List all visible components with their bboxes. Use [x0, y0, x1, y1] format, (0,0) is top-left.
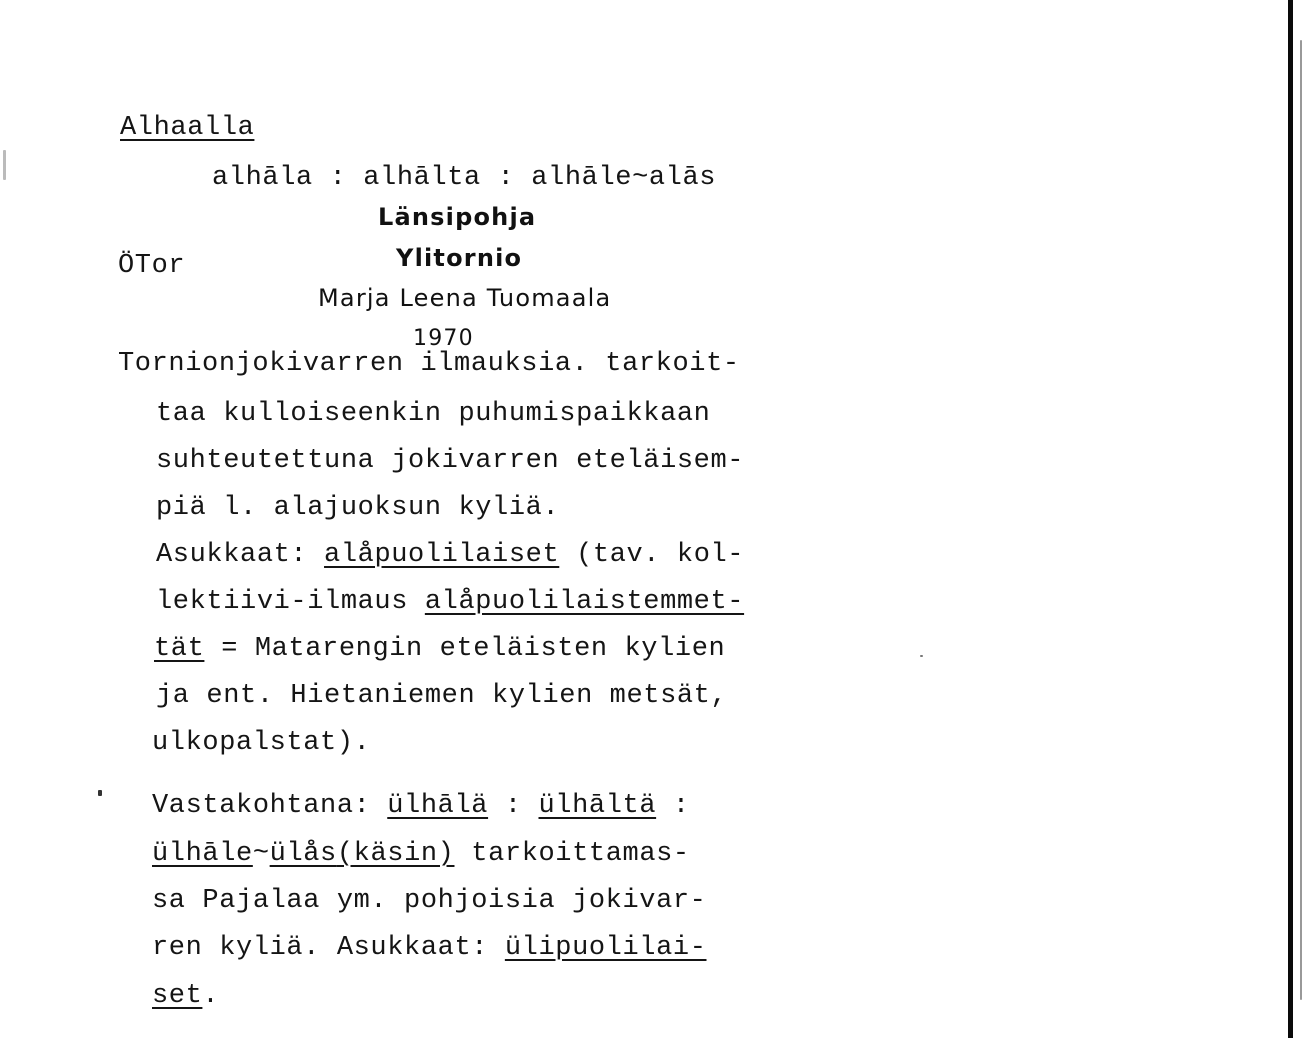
- headword: Alhaalla: [120, 113, 255, 143]
- underlined-term: ülipuolilai-: [504, 933, 707, 963]
- text-segment: ~: [252, 839, 270, 869]
- definition-line: [154, 633, 725, 665]
- text-segment: ren kyliä. Asukkaat:: [152, 933, 505, 963]
- definition-line: taa kulloiseenkin puhumispaikkaan: [156, 399, 711, 429]
- text-segment: = Matarengin eteläisten kylien: [204, 634, 726, 664]
- card-edge-line: [1288, 0, 1293, 1038]
- definition-line: ja ent. Hietaniemen kylien metsät,: [156, 681, 728, 711]
- underlined-term: ülhāle: [152, 839, 253, 869]
- year-stamp: 1970: [413, 326, 474, 351]
- text-segment: (tav. kol-: [559, 540, 745, 570]
- contrast-line: [152, 932, 707, 964]
- text-segment: .: [202, 981, 220, 1011]
- scan-speck: [920, 655, 923, 657]
- definition-line: piä l. alajuoksun kyliä.: [156, 493, 560, 523]
- underlined-term: ülhāltä: [538, 791, 657, 821]
- definition-line: [156, 539, 744, 571]
- scan-speck: [3, 150, 6, 180]
- definition-line: ulkopalstat).: [152, 728, 371, 758]
- underlined-term: (käsin): [336, 839, 455, 869]
- underlined-term: ülås: [269, 839, 337, 869]
- contrast-line: [152, 980, 219, 1012]
- scan-speck: [98, 790, 102, 796]
- underlined-term: tät: [154, 634, 205, 664]
- underlined-term: alåpuolilaistemmet-: [424, 587, 745, 617]
- scan-speck: [1300, 40, 1302, 1000]
- word-forms: alhāla : alhālta : alhāle~alās: [212, 163, 717, 193]
- text-segment: Asukkaat:: [156, 540, 325, 570]
- definition-line: suhteutettuna jokivarren eteläisem-: [156, 446, 745, 476]
- region-stamp: Länsipohja: [378, 203, 537, 231]
- contrast-line: sa Pajalaa ym. pohjoisia jokivar-: [152, 886, 707, 916]
- underlined-term: ülhālä: [387, 791, 489, 821]
- definition-line: Tornionjokivarren ilmauksia. tarkoit-: [118, 349, 740, 379]
- text-segment: tarkoittamas-: [454, 839, 690, 869]
- text-segment: :: [656, 791, 690, 821]
- underlined-term: set: [152, 981, 203, 1011]
- definition-line: [156, 586, 744, 618]
- parish-stamp: Ylitornio: [396, 244, 523, 272]
- underlined-term: alåpuolilaiset: [324, 540, 560, 570]
- text-segment: lektiivi-ilmaus: [156, 587, 425, 617]
- text-segment: :: [488, 791, 539, 821]
- collector-stamp: Marja Leena Tuomaala: [318, 284, 612, 312]
- text-segment: Vastakohtana:: [152, 791, 388, 821]
- parish-code: ÖTor: [118, 251, 186, 281]
- contrast-line: [152, 790, 690, 822]
- contrast-line: [152, 838, 690, 870]
